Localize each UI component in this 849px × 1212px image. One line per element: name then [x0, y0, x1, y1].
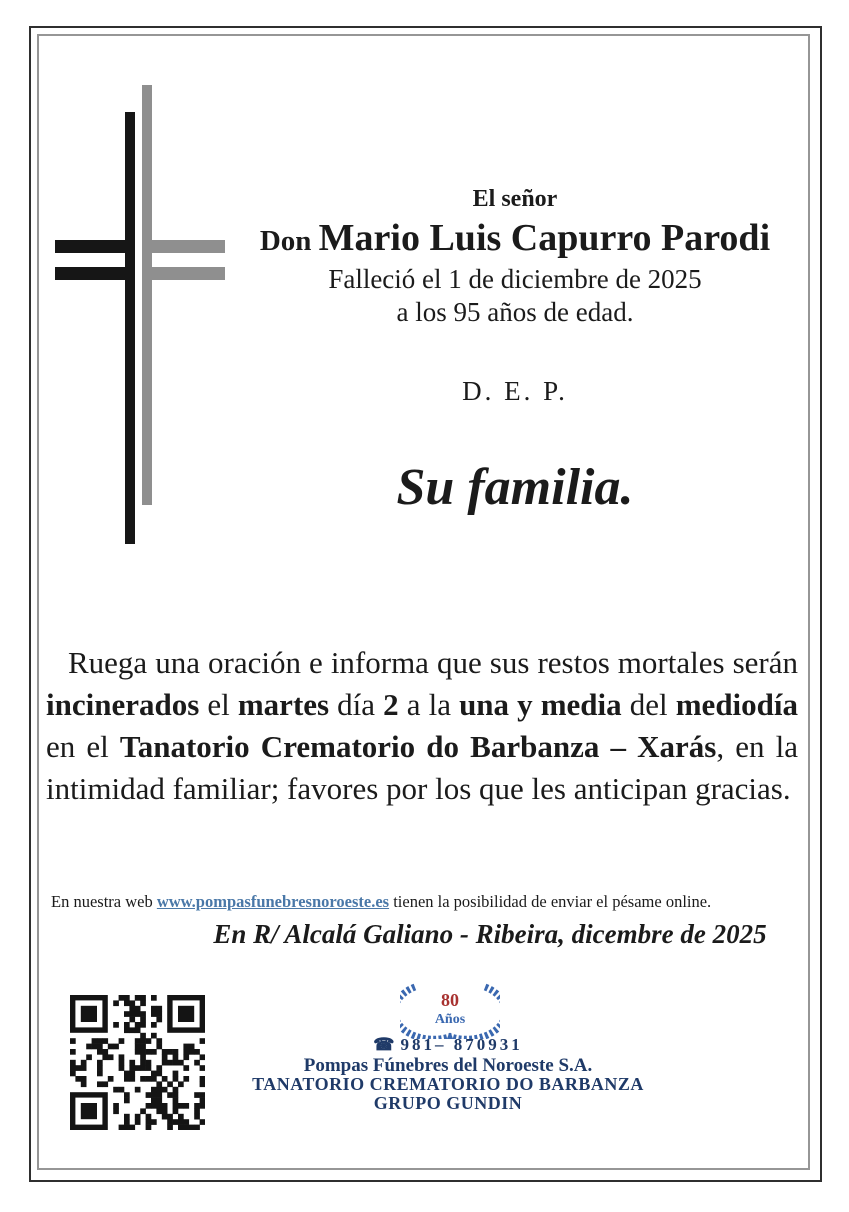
telephone-icon: ☎ [373, 1035, 395, 1054]
phone-number: 981– 870931 [400, 1035, 523, 1054]
death-age-line: a los 95 años de edad. [396, 297, 634, 327]
tanatorio-line: TANATORIO CREMATORIO DO BARBANZA [252, 1074, 644, 1094]
funeral-home-name: Pompas Fúnebres del Noroeste S.A. [303, 1055, 593, 1076]
place-date-line: En R/ Alcalá Galiano - Ribeira, dicembre de 2025 [213, 919, 767, 949]
grupo-line: GRUPO GUNDIN [373, 1093, 523, 1113]
deceased-name-line [150, 216, 849, 260]
dep-abbreviation: D. E. P. [462, 376, 568, 406]
death-date-line: Falleció el 1 de diciembre de 2025 [328, 264, 702, 294]
logo-years: 80 [441, 990, 459, 1010]
honorific: Don [259, 225, 319, 257]
logo-years-label: Años [434, 1012, 466, 1027]
cross-black-arm-top [55, 240, 135, 253]
cross-gray-vertical [142, 85, 152, 505]
family-signature: Su familia. [396, 459, 634, 516]
salutation: El señor [472, 186, 558, 212]
cross-black-arm-bottom [55, 267, 135, 280]
phone-line [98, 1035, 798, 1055]
website-link[interactable]: www.pompasfunebresnoroeste.es [156, 892, 390, 911]
announcement-paragraph: Ruega una oración e informa que sus restos mortales serán incinerados el martes día 2 a la una y media del mediodía en el Tanatorio Crematorio do Barbanza – Xarás, en la intimidad familiar; favores por los que les anticipan gracias. [46, 645, 799, 806]
laurel-wreath-icon [400, 975, 500, 1039]
deceased-name: Mario Luis Capurro Parodi [318, 217, 771, 259]
web-condolence-line: En nuestra web www.pompasfunebresnoroeste.es tienen la posibilidad de enviar el pésame online. [51, 892, 712, 911]
anniversary-logo [400, 975, 500, 1039]
cross-black-vertical [125, 112, 135, 544]
